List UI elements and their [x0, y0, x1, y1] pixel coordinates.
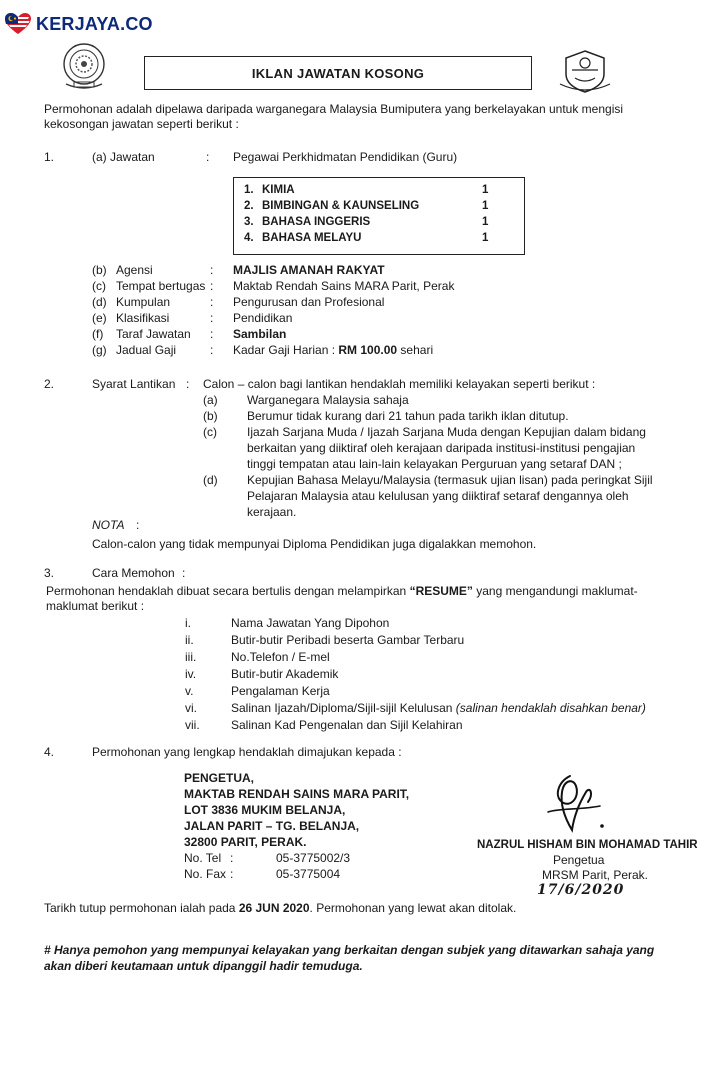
section-2-intro: Calon – calon bagi lantikan hendaklah memiliki kelayakan seperti berikut :	[203, 377, 596, 391]
closing-post: . Permohonan yang lewat akan ditolak.	[309, 901, 517, 915]
address-line: PENGETUA,	[184, 771, 255, 785]
signatory-date: 17/6/2020	[537, 882, 625, 898]
detail-label-gaji: Jadual Gaji	[116, 343, 177, 357]
subject-quantity: 1	[482, 232, 489, 244]
subject-name: BAHASA INGGERIS	[262, 216, 371, 228]
brand-name: KERJAYA.CO	[36, 13, 153, 34]
resume-item-text: Salinan Ijazah/Diploma/Sijil-sijil Kelulusan	[231, 701, 456, 715]
resume-key: vii.	[185, 718, 200, 732]
tel-colon: :	[230, 851, 234, 865]
resume-item: Butir-butir Akademik	[231, 667, 339, 681]
resume-key: ii.	[185, 633, 194, 647]
detail-colon: :	[210, 263, 214, 277]
fax-value: 05-3775004	[276, 867, 341, 881]
address-line: 32800 PARIT, PERAK.	[184, 835, 307, 849]
resume-key: i.	[185, 616, 191, 630]
signatory-role: Pengetua	[553, 853, 605, 867]
closing-date: 26 JUN 2020	[238, 901, 310, 915]
nota-text: Calon-calon yang tidak mempunyai Diploma Pendidikan juga digalakkan memohon.	[92, 537, 537, 551]
subject-name: BIMBINGAN & KAUNSELING	[262, 200, 420, 212]
tel-label: No. Tel	[184, 851, 222, 865]
resume-key: vi.	[185, 701, 197, 715]
jawatan-value: Pegawai Perkhidmatan Pendidikan (Guru)	[233, 150, 458, 164]
syarat-c-line-1: Ijazah Sarjana Muda / Ijazah Sarjana Muda dengan Kepujian dalam bidang	[247, 425, 646, 439]
subject-name: KIMIA	[262, 184, 295, 196]
detail-key: (c)	[92, 279, 106, 293]
footnote-line-1: # Hanya pemohon yang mempunyai kelayakan yang berkaitan dengan subjek yang ditawarkan sahaja yang	[44, 943, 655, 957]
subject-number: 1.	[244, 184, 254, 196]
section-1-number: 1.	[44, 150, 55, 164]
address-line: MAKTAB RENDAH SAINS MARA PARIT,	[184, 787, 410, 801]
section-4-number: 4.	[44, 745, 55, 759]
resume-item: No.Telefon / E-mel	[231, 650, 330, 664]
syarat-b: Berumur tidak kurang dari 21 tahun pada tarikh iklan ditutup.	[247, 409, 569, 423]
intro-line-2: kekosongan jawatan seperti berikut :	[44, 117, 239, 131]
resume-item-note: (salinan hendaklah disahkan benar)	[455, 701, 646, 715]
section-3-number: 3.	[44, 566, 55, 580]
detail-colon: :	[210, 311, 214, 325]
resume-key: iii.	[185, 650, 197, 664]
detail-label-klasifikasi: Klasifikasi	[116, 311, 170, 325]
syarat-key: (c)	[203, 425, 217, 439]
syarat-key: (b)	[203, 409, 218, 423]
detail-label-taraf: Taraf Jawatan	[116, 327, 191, 341]
syarat-a: Warganegara Malaysia sahaja	[247, 393, 409, 407]
salary-suffix: sehari	[397, 343, 434, 357]
detail-key: (e)	[92, 311, 107, 325]
section-3-colon: :	[182, 566, 186, 580]
detail-value-klasifikasi: Pendidikan	[233, 311, 293, 325]
nota-label: NOTA	[92, 518, 125, 532]
section-3-intro-line-2: maklumat berikut :	[46, 599, 145, 613]
resume-key: v.	[185, 684, 194, 698]
section-2-colon: :	[186, 377, 190, 391]
detail-key: (g)	[92, 343, 107, 357]
section-4-text: Permohonan yang lengkap hendaklah dimajukan kepada :	[92, 745, 402, 759]
subject-number: 3.	[244, 216, 254, 228]
section-3-intro	[46, 584, 638, 599]
syarat-c-line-3: tinggi tempatan atau lain-lain kelayakan Perguruan yang setaraf DAN ;	[247, 457, 622, 471]
fax-colon: :	[230, 867, 234, 881]
syarat-key: (a)	[203, 393, 218, 407]
subject-quantity: 1	[482, 184, 489, 196]
detail-value-gaji	[233, 343, 433, 358]
salary-amount: RM 100.00	[338, 343, 398, 357]
resume-item	[231, 701, 646, 716]
subject-name: BAHASA MELAYU	[262, 232, 362, 244]
detail-label-agensi: Agensi	[116, 263, 153, 277]
resume-keyword: “RESUME”	[409, 584, 473, 598]
resume-item: Salinan Kad Pengenalan dan Sijil Kelahiran	[231, 718, 463, 732]
resume-item: Butir-butir Peribadi beserta Gambar Terbaru	[231, 633, 465, 647]
subject-number: 2.	[244, 200, 254, 212]
malaysia-heart-icon	[4, 12, 32, 36]
section-2-number: 2.	[44, 377, 55, 391]
subject-quantity: 1	[482, 200, 489, 212]
detail-colon: :	[210, 279, 214, 293]
brand-logo[interactable]	[4, 12, 153, 36]
address-line: LOT 3836 MUKIM BELANJA,	[184, 803, 346, 817]
address-line: JALAN PARIT – TG. BELANJA,	[184, 819, 360, 833]
detail-key: (d)	[92, 295, 107, 309]
syarat-d-line-3: kerajaan.	[247, 505, 297, 519]
detail-colon: :	[210, 343, 214, 357]
signatory-name: NAZRUL HISHAM BIN MOHAMAD TAHIR	[477, 839, 698, 851]
resume-key: iv.	[185, 667, 197, 681]
fax-label: No. Fax	[184, 867, 227, 881]
subject-list-box	[233, 177, 525, 255]
salary-text: Kadar Gaji Harian :	[233, 343, 339, 357]
mrsm-parit-crest-icon	[558, 48, 612, 94]
intro-line-1: Permohonan adalah dipelawa daripada warganegara Malaysia Bumiputera yang berkelayakan untuk mengisi	[44, 102, 624, 116]
detail-value-tempat: Maktab Rendah Sains MARA Parit, Perak	[233, 279, 455, 293]
section-3-label: Cara Memohon	[92, 566, 175, 580]
syarat-c-line-2: berkaitan yang diiktiraf oleh kerajaan daripada institusi-institusi pengajian	[247, 441, 636, 455]
detail-colon: :	[210, 327, 214, 341]
syarat-d-line-1: Kepujian Bahasa Melayu/Malaysia (termasuk ujian lisan) pada peringkat Sijil	[247, 473, 653, 487]
detail-key: (f)	[92, 327, 104, 341]
detail-label-kumpulan: Kumpulan	[116, 295, 171, 309]
closing-date-line	[44, 901, 516, 916]
syarat-d-line-2: Pelajaran Malaysia atau kelulusan yang diiktiraf setaraf dengannya oleh	[247, 489, 629, 503]
resume-item: Pengalaman Kerja	[231, 684, 330, 698]
jawatan-label: (a) Jawatan	[92, 150, 155, 164]
mara-college-crest-icon	[56, 40, 112, 92]
syarat-key: (d)	[203, 473, 218, 487]
detail-colon: :	[210, 295, 214, 309]
handwritten-signature	[540, 772, 610, 836]
detail-key: (b)	[92, 263, 107, 277]
footnote-line-2: akan diberi keutamaan untuk dipanggil hadir temuduga.	[44, 959, 363, 973]
intro-post: yang mengandungi maklumat-	[472, 584, 638, 598]
detail-label-tempat: Tempat bertugas	[116, 279, 206, 293]
intro-pre: Permohonan hendaklah dibuat secara bertulis dengan melampirkan	[46, 584, 410, 598]
section-2-label: Syarat Lantikan	[92, 377, 176, 391]
jawatan-colon: :	[206, 150, 210, 164]
detail-value-kumpulan: Pengurusan dan Profesional	[233, 295, 385, 309]
detail-value-agensi: MAJLIS AMANAH RAKYAT	[233, 263, 385, 277]
page-title-box	[144, 56, 532, 90]
resume-item: Nama Jawatan Yang Dipohon	[231, 616, 390, 630]
closing-pre: Tarikh tutup permohonan ialah pada	[44, 901, 239, 915]
signatory-place: MRSM Parit, Perak.	[542, 868, 649, 882]
tel-value: 05-3775002/3	[276, 851, 351, 865]
subject-number: 4.	[244, 232, 254, 244]
page-title: IKLAN JAWATAN KOSONG	[251, 65, 425, 81]
detail-value-taraf: Sambilan	[233, 327, 287, 341]
subject-quantity: 1	[482, 216, 489, 228]
nota-colon: :	[136, 518, 140, 532]
